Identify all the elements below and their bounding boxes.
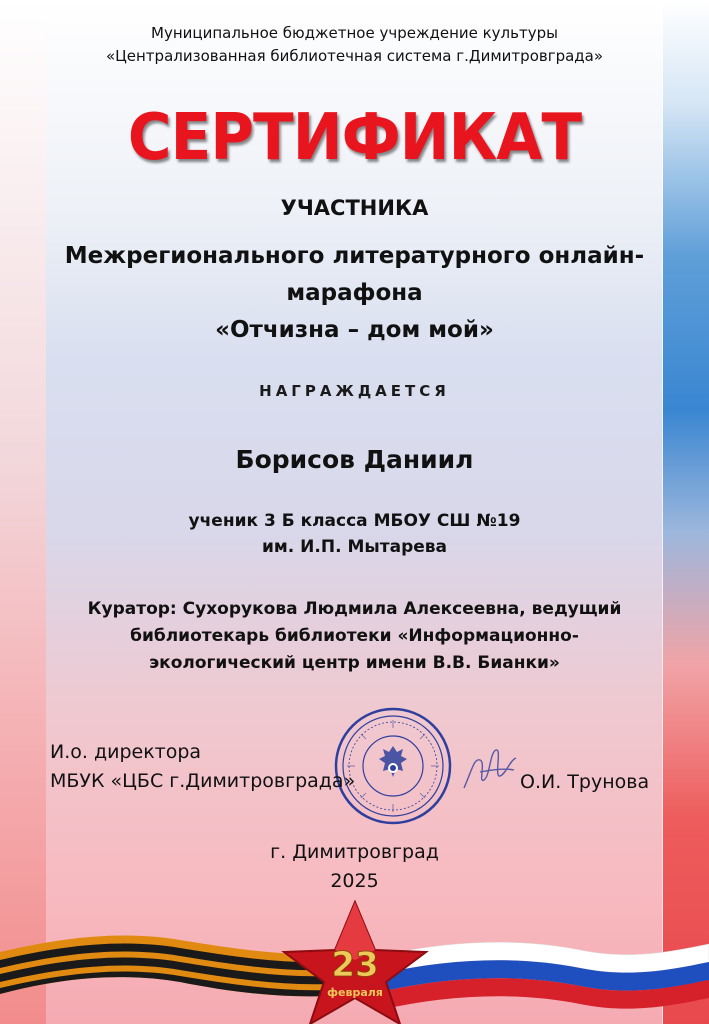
curator-info — [45, 596, 664, 677]
event-line-2: марафона — [286, 280, 423, 306]
event-line-1: Межрегионального литературного онлайн- — [64, 243, 645, 269]
recipient-name: Борисов Даниил — [235, 445, 474, 474]
handwritten-signature — [460, 740, 520, 800]
st-george-ribbon-icon — [0, 936, 330, 997]
signatory-position — [50, 738, 355, 796]
event-title — [40, 238, 669, 349]
awarded-label: НАГРАЖДАЕТСЯ — [259, 382, 450, 400]
coat-of-arms-icon — [379, 746, 407, 777]
curator-line-3: экологический центр имени В.В. Бианки» — [149, 653, 560, 673]
recipient-details — [0, 508, 709, 560]
russian-flag-ribbon-icon — [380, 942, 709, 1010]
certificate-subtitle: УЧАСТНИКА — [280, 196, 429, 220]
certificate-title: СЕРТИФИКАТ — [127, 101, 582, 175]
place-and-year — [0, 838, 709, 896]
curator-line-2: библиотекарь библиотеки «Информационно- — [130, 626, 579, 646]
curator-line-1: Куратор: Сухорукова Людмила Алексеевна, ведущий — [87, 599, 622, 619]
city: г. Димитровград — [270, 841, 439, 863]
organization-header — [0, 22, 709, 68]
signatory-name: О.И. Трунова — [520, 771, 650, 793]
position-line-2: МБУК «ЦБС г.Димитровграда» — [50, 770, 356, 792]
emblem-number: 23 — [331, 945, 379, 985]
year: 2025 — [330, 870, 379, 892]
student-line-1: ученик 3 Б класса МБОУ СШ №19 — [188, 511, 521, 531]
student-line-2: им. И.П. Мытарева — [261, 537, 448, 557]
red-star-emblem — [284, 902, 426, 1024]
holiday-ribbon-decoration — [0, 900, 709, 1024]
emblem-month: февраля — [327, 986, 383, 999]
organization-line-2: «Централизованная библиотечная система г.Димитровграда» — [105, 47, 604, 65]
event-line-3: «Отчизна – дом мой» — [215, 317, 494, 343]
organization-line-1: Муниципальное бюджетное учреждение культуры — [151, 24, 558, 42]
position-line-1: И.о. директора — [50, 741, 202, 763]
